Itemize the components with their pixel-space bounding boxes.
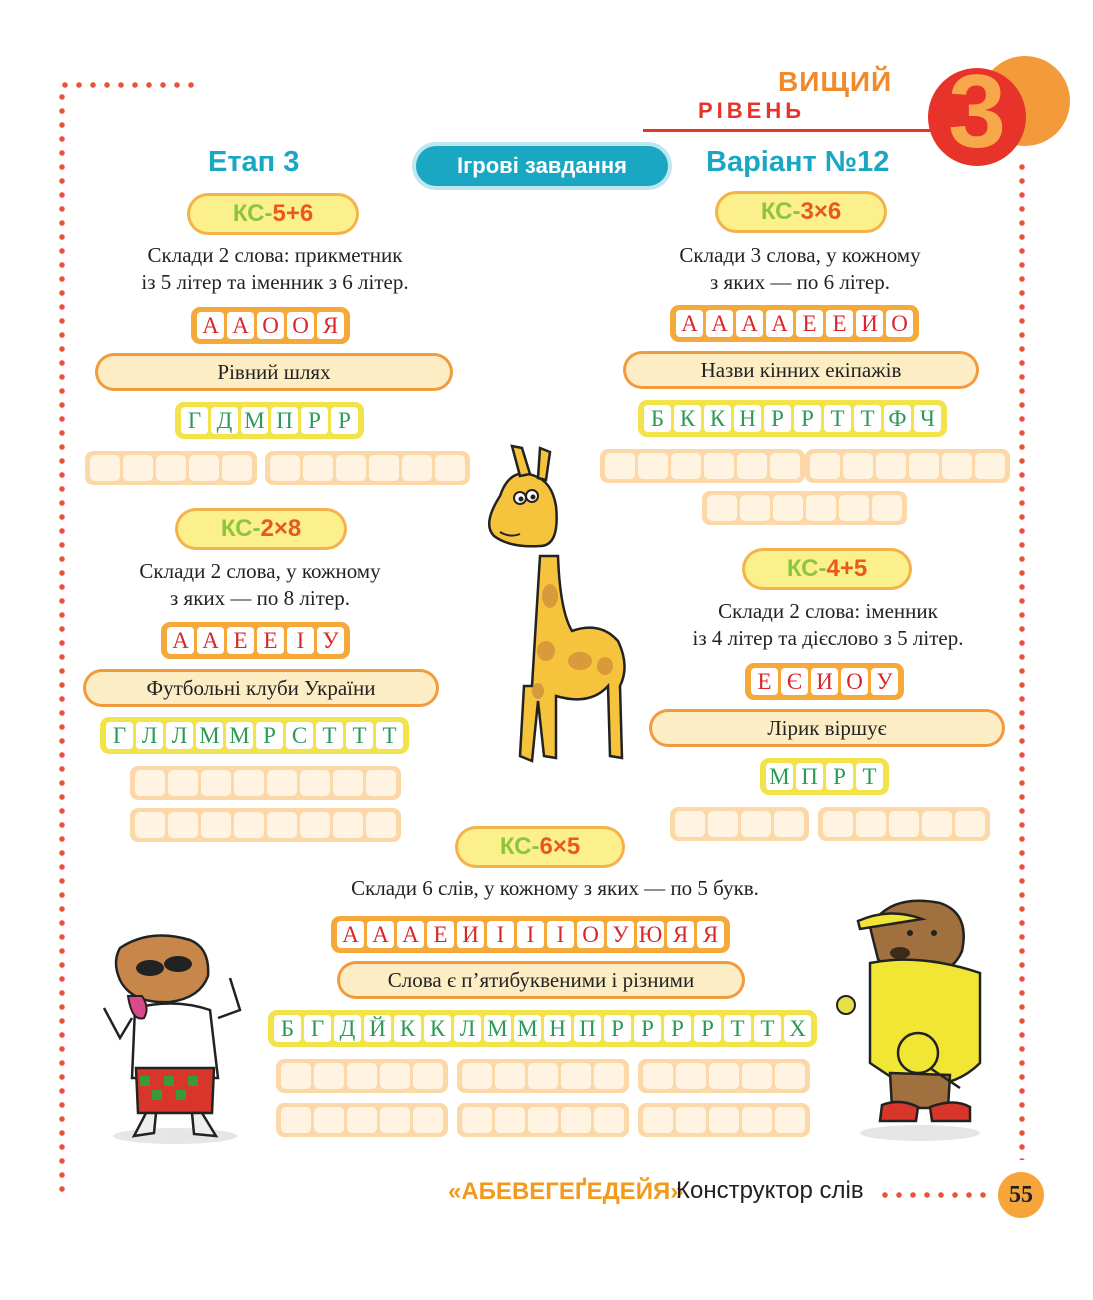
task2-answer-word2[interactable] [805,449,1010,483]
task4-instruction: Склади 2 слова: іменник із 4 літер та дієслово з 5 літер. [692,599,964,650]
left-dotted-border [59,90,65,1198]
level-word-bottom: РІВЕНЬ [698,98,806,123]
task1-hint: Рівний шлях [98,356,450,388]
task5-answer-word1[interactable] [276,1059,448,1093]
task5-hint: Слова є п’ятибуквеними і різними [340,964,742,996]
task2-consonants: Б К К Н Р Р Т Т Ф Ч [638,400,947,437]
task5-instruction: Склади 6 слів, у кожному з яких — по 5 букв. [351,876,759,900]
task4-answer-word2[interactable] [818,807,990,841]
task5-answer-word4[interactable] [276,1103,448,1137]
task1-answer-word2[interactable] [265,451,470,485]
task5-code: КС-6×5 [458,829,622,865]
task4-answer-word1[interactable] [670,807,809,841]
task5-answer-word5[interactable] [457,1103,629,1137]
task2-vowels: А А А А Е Е И О [670,305,919,342]
footer-book-title: Конструктор слів [676,1177,864,1204]
task5-answer-word6[interactable] [638,1103,810,1137]
level-underline [643,129,933,132]
task1-answer-word1[interactable] [85,451,257,485]
footer-series-brand: «АБЕВЕГЕҐЕДЕЙЯ» [448,1178,684,1205]
page-number: 55 [998,1172,1044,1218]
games-badge: Ігрові завдання [416,146,668,186]
task5-consonants: Б Г Д Й К К Л М М Н П Р Р Р Р Т Т Х [268,1010,817,1047]
task5-vowels: А А А Е И І І І О У Ю Я Я [331,916,730,953]
task5-answer-word2[interactable] [457,1059,629,1093]
variant-title: Варіант №12 [706,146,890,178]
task3-instruction: Склади 2 слова, у кожному з яких — по 8 літер. [139,559,381,610]
task3-consonants: Г Л Л М М Р С Т Т Т [100,717,409,754]
task3-answer-word2[interactable] [130,808,401,842]
task4-vowels: Е Є И О У [745,663,904,700]
task1-vowels: А А О О Я [191,307,350,344]
task4-code: КС-4+5 [745,551,909,587]
task1-consonants: Г Д М П Р Р [175,402,364,439]
task2-code: КС-3×6 [718,194,884,230]
top-dotted-border [58,82,198,88]
task4-hint: Лірик віршує [652,712,1002,744]
right-dotted-border [1019,160,1025,1160]
task2-hint: Назви кінних екіпажів [626,354,976,386]
task3-answer-word1[interactable] [130,766,401,800]
level-number: 3 [948,54,1006,170]
level-word-top: ВИЩИЙ [778,66,893,97]
task1-code: КС-5+6 [190,196,356,232]
stage-title: Етап 3 [208,146,300,178]
giraffe-illustration [480,436,640,776]
task5-answer-word3[interactable] [638,1059,810,1093]
bottom-dotted-border [878,1192,990,1198]
bear-illustration [830,893,1000,1143]
task3-vowels: А А Е Е І У [161,622,350,659]
task3-code: КС-2×8 [178,511,344,547]
task3-hint: Футбольні клуби України [86,672,436,704]
dog-illustration [80,918,270,1148]
task2-answer-word3[interactable] [702,491,907,525]
task2-instruction: Склади 3 слова, у кожному з яких — по 6 літер. [679,243,921,294]
task4-consonants: М П Р Т [760,758,889,795]
task1-instruction: Склади 2 слова: прикметник із 5 літер та іменник з 6 літер. [141,243,409,294]
